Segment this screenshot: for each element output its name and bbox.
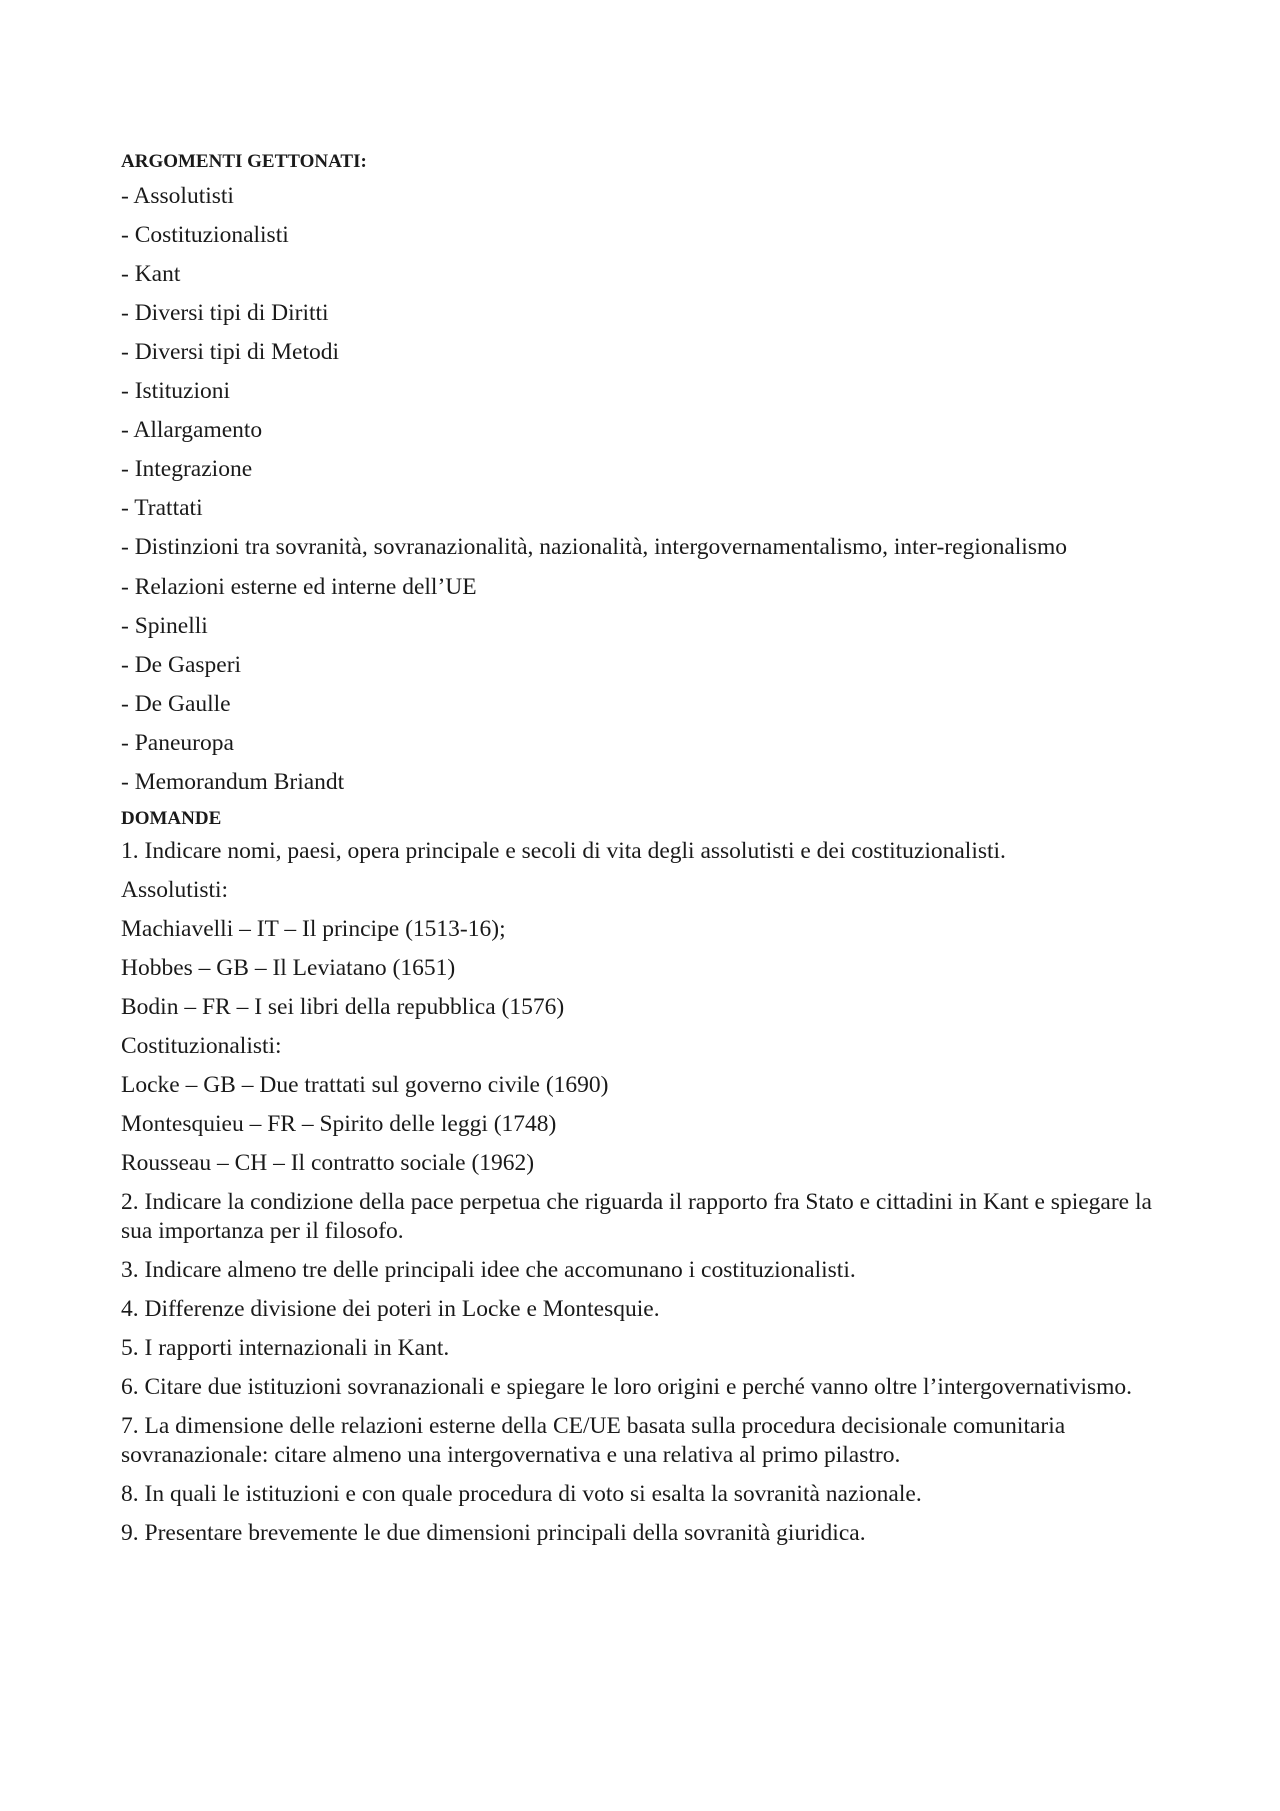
question-line: Costituzionalisti: [121,1033,282,1059]
topic-item: - Costituzionalisti [121,222,289,248]
question-item: 7. La dimensione delle relazioni esterne della CE/UE basata sulla procedura decisionale comunitaria sovranazionale: citare almeno una intergovernativa e una relativa al primo pilastro. [121,1413,1066,1468]
question-line: Hobbes – GB – Il Leviatano (1651) [121,955,456,981]
question-line: Bodin – FR – I sei libri della repubblica (1576) [121,994,565,1020]
topic-item: - De Gaulle [121,691,231,717]
document-page [121,150,1161,1558]
topic-item: - Trattati [121,495,203,521]
question-line: Locke – GB – Due trattati sul governo civile (1690) [121,1072,609,1098]
topic-item: - Kant [121,261,181,287]
questions-section [121,807,1161,1548]
question-item: 4. Differenze divisione dei poteri in Locke e Montesquie. [121,1296,660,1322]
topic-item: - Relazioni esterne ed interne dell’UE [121,574,477,600]
topic-item: - De Gasperi [121,652,242,678]
topic-item: - Spinelli [121,613,208,639]
topic-item: - Diversi tipi di Diritti [121,300,329,326]
question-line: Rousseau – CH – Il contratto sociale (1962) [121,1150,535,1176]
question-item: 1. Indicare nomi, paesi, opera principale e secoli di vita degli assolutisti e dei costituzionalisti. [121,838,1006,864]
question-item: 6. Citare due istituzioni sovranazionali e spiegare le loro origini e perché vanno oltre l’intergovernativismo. [121,1374,1133,1400]
question-line: Assolutisti: [121,877,229,903]
question-item: 8. In quali le istituzioni e con quale procedura di voto si esalta la sovranità nazionale. [121,1481,922,1507]
topic-item: - Memorandum Briandt [121,769,345,795]
question-line: Machiavelli – IT – Il principe (1513-16); [121,916,506,942]
question-item: 5. I rapporti internazionali in Kant. [121,1335,450,1361]
topics-heading: ARGOMENTI GETTONATI: [121,151,367,172]
topic-item: - Integrazione [121,456,253,482]
topic-item: - Paneuropa [121,730,234,756]
topics-section [121,150,1161,797]
topic-item: - Allargamento [121,417,263,443]
topic-item: - Diversi tipi di Metodi [121,339,340,365]
questions-heading: DOMANDE [121,808,222,829]
question-item: 2. Indicare la condizione della pace perpetua che riguarda il rapporto fra Stato e cittadini in Kant e spiegare la sua importanza per il filosofo. [121,1189,1152,1244]
topic-item: - Istituzioni [121,378,230,404]
question-item: 9. Presentare brevemente le due dimensioni principali della sovranità giuridica. [121,1520,866,1546]
topic-item: - Distinzioni tra sovranità, sovranazionalità, nazionalità, intergovernamentalismo, inter-regionalismo [121,534,1067,560]
topic-item: - Assolutisti [121,183,234,209]
question-item: 3. Indicare almeno tre delle principali idee che accomunano i costituzionalisti. [121,1257,856,1283]
question-line: Montesquieu – FR – Spirito delle leggi (1748) [121,1111,557,1137]
